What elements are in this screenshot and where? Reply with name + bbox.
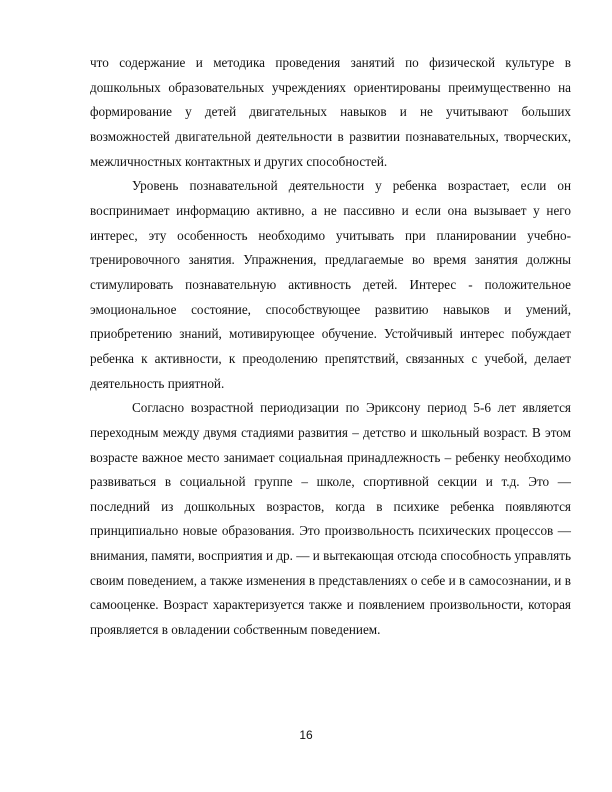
page-number: 16 <box>299 728 313 742</box>
paragraph-continuation: что содержание и методика проведения занятий по физической культуре в дошкольных образовательных учреждениях ориентированы преимущественно на формирование у детей двигательных навыков и не учитывают больших возможностей двигательной деятельности в развитии познавательных, творческих, межличностных контактных и других способностей. <box>90 55 571 169</box>
body-text <box>90 51 571 643</box>
paragraph-cognitive-activity: Уровень познавательной деятельности у ребенка возрастает, если он воспринимает информацию активно, а не пассивно и если она вызывает у него интерес, эту особенность необходимо учитывать при планировании учебно-тренировочного занятия. Упражнения, предлагаемые во время занятия должны стимулировать познавательную активность детей. Интерес - положительное эмоциональное состояние, способствующее развитию навыков и умений, приобретению знаний, мотивирующее обучение. Устойчивый интерес побуждает ребенка к активности, к преодолению препятствий, связанных с учебой, делает деятельность приятной. <box>90 178 571 391</box>
paragraph-erikson-periodization: Согласно возрастной периодизации по Эриксону период 5-6 лет является переходным между двумя стадиями развития – детство и школьный возраст. В этом возрасте важное место занимает социальная принадлежность – ребенку необходимо развиваться в социальной группе – школе, спортивной секции и т.д. Это — последний из дошкольных возрастов, когда в психике ребенка появляются принципиально новые образования. Это произвольность психических процессов — внимания, памяти, восприятия и др. — и вытекающая отсюда способность управлять своим поведением, а также изменения в представлениях о себе и в самосознании, и в самооценке. Возраст характеризуется также и появлением произвольности, которая проявляется в овладении собственным поведением. <box>90 400 571 638</box>
